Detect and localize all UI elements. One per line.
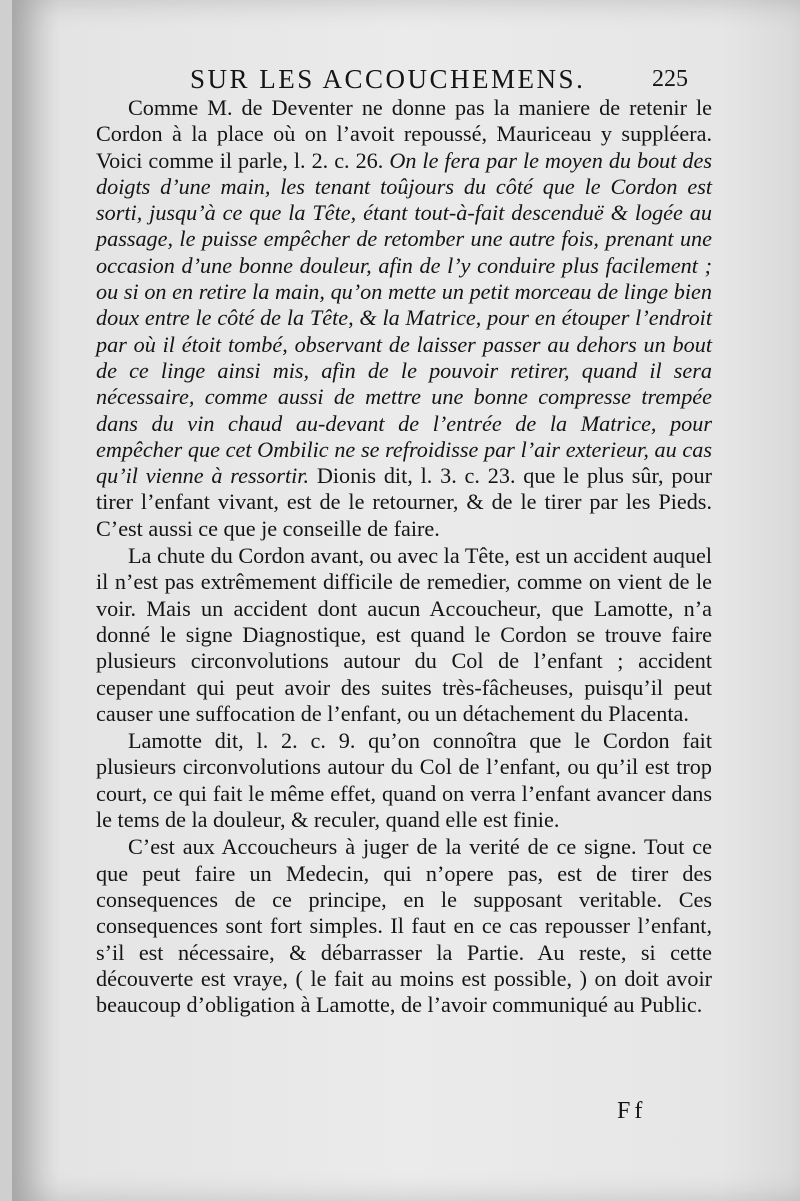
text-span: C’est aux Accoucheurs à juger de la verité de ce signe. Tout ce que peut faire un Medecin, qui n’opere pas, est de tirer des consequences de ce principe, en le supposant veritable. Ces consequences sont fort simples. Il faut en ce cas repousser l’enfant, s’il est nécessaire, & débarrasser la Partie. Au reste, si cette découverte est vraye, ( le fait au moins est possible, ) on doit avoir beaucoup d’obligation à Lamotte, de l’avoir communiqué au Public. [96, 834, 712, 1018]
paragraph-1 [96, 95, 712, 542]
body-text [96, 95, 712, 1018]
text-span: La chute du Cordon avant, ou avec la Tête, est un accident auquel il n’est pas extrêmement difficile de remedier, comme on vient de le voir. Mais un accident dont aucun Accoucheur, que Lamotte, n’a donné le signe Diagnostique, est quand le Cordon se trouve faire plusieurs circonvolutions autour du Col de l’enfant ; accident cependant qui peut avoir des suites très-fâcheuses, puisqu’il peut causer une suffocation de l’enfant, ou un détachement du Placenta. [96, 543, 712, 726]
paragraph-2 [96, 543, 712, 727]
quotation-italic: On le fera par le moyen du bout des doigts d’une main, les tenant toûjours du côté que le Cordon est sorti, jusqu’à ce que la Tête, étant tout-à-fait descenduë & logée au passage, le puisse empêcher de retomber une autre fois, prenant une occasion d’une bonne douleur, afin de l’y conduire plus facilement ; ou si on en retire la main, qu’on mette un petit morceau de linge bien doux entre le côté de la Tête, & la Matrice, pour en étouper l’endroit par où il étoit tombé, observant de laisser passer au dehors un bout de ce linge ainsi mis, afin de le pouvoir retirer, quand il sera nécessaire, comme aussi de mettre une bonne compresse trempée dans du vin chaud au-devant de l’entrée de la Matrice, pour empêcher que cet Ombilic ne se refroidisse par l’air exterieur, au cas qu’il vienne à ressortir. [96, 147, 712, 489]
paragraph-3 [96, 728, 712, 833]
page-number: 225 [652, 66, 688, 92]
text-span: Dionis dit, l. 3. c. 23. que le plus sûr, pour tirer l’enfant vivant, est de le retourner, & de le tirer par les Pieds. C’est aussi ce que je conseille de faire. [96, 463, 712, 541]
running-title: SUR LES ACCOUCHEMENS. [190, 64, 586, 94]
paragraph-4 [96, 834, 712, 1018]
text-span: Comme M. de Deventer ne donne pas la maniere de retenir le Cordon à la place où on l’avoit repoussé, Mauriceau y suppléera. Voici comme il parle, l. 2. c. 26. [96, 95, 712, 173]
book-page [12, 0, 800, 1201]
signature-mark: Ff [617, 1098, 647, 1124]
text-span: Lamotte dit, l. 2. c. 9. qu’on connoîtra que le Cordon fait plusieurs circonvolutions autour du Col de l’enfant, ou qu’il est trop court, ce qui fait le même effet, quand on verra l’enfant avancer dans le tems de la douleur, & reculer, quand elle est finie. [96, 728, 712, 833]
